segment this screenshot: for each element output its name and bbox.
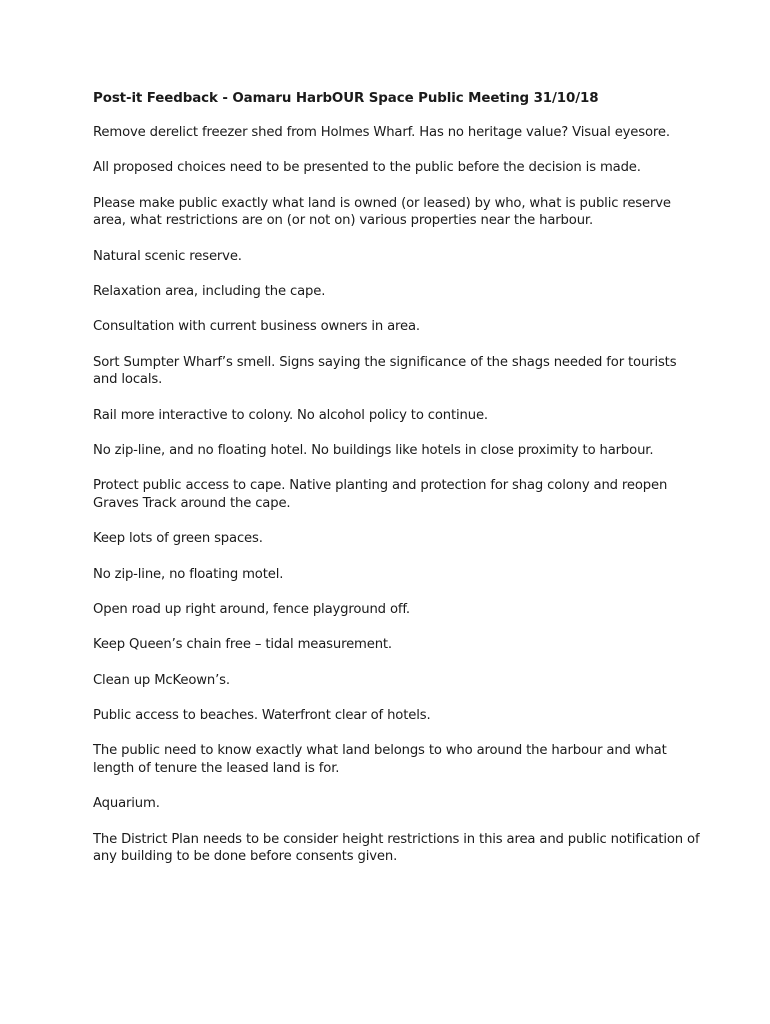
feedback-item: Rail more interactive to colony. No alcohol policy to continue. — [93, 407, 488, 423]
feedback-item: The District Plan needs to be consider height restrictions in this area and public notification of any building to be done before consents given. — [93, 831, 700, 865]
feedback-item: Natural scenic reserve. — [93, 248, 242, 264]
feedback-item: Keep lots of green spaces. — [93, 531, 263, 547]
feedback-item: Aquarium. — [93, 796, 160, 812]
feedback-item: Protect public access to cape. Native planting and protection for shag colony and reopen Graves Track around the cape. — [93, 478, 668, 512]
feedback-item: No zip-line, no floating motel. — [93, 566, 284, 582]
feedback-item: Sort Sumpter Wharf’s smell. Signs saying the significance of the shags needed for tourists and locals. — [93, 354, 677, 388]
feedback-item: Consultation with current business owners in area. — [93, 319, 420, 335]
feedback-item: Relaxation area, including the cape. — [93, 283, 326, 299]
document-title: Post-it Feedback - Oamaru HarbOUR Space Public Meeting 31/10/18 — [93, 91, 599, 106]
feedback-item: Remove derelict freezer shed from Holmes Wharf. Has no heritage value? Visual eyesore. — [93, 125, 670, 140]
feedback-item: No zip-line, and no floating hotel. No buildings like hotels in close proximity to harbour. — [93, 442, 654, 458]
feedback-item: Keep Queen’s chain free – tidal measurement. — [93, 637, 392, 653]
feedback-item: Public access to beaches. Waterfront clear of hotels. — [93, 707, 431, 723]
feedback-item: All proposed choices need to be presented to the public before the decision is made. — [93, 160, 641, 176]
feedback-list — [93, 124, 700, 866]
feedback-item: Open road up right around, fence playground off. — [93, 601, 410, 617]
feedback-item: The public need to know exactly what land belongs to who around the harbour and what length of tenure the leased land is for. — [93, 743, 667, 776]
feedback-item: Clean up McKeown’s. — [93, 672, 230, 688]
feedback-item: Please make public exactly what land is owned (or leased) by who, what is public reserve area, what restrictions are on (or not on) various properties near the harbour. — [93, 195, 671, 229]
